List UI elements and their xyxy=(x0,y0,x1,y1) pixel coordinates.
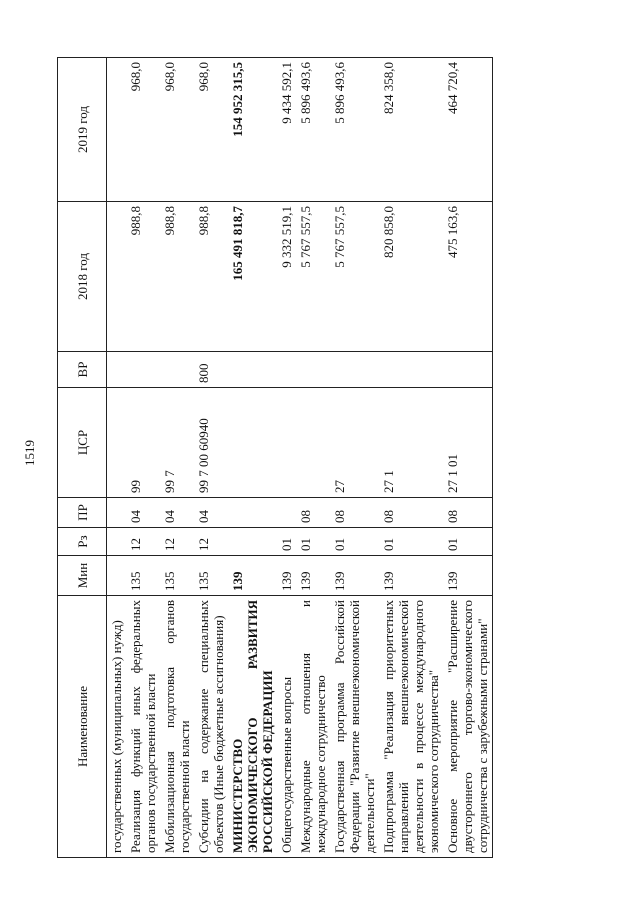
row-vr: 800 xyxy=(194,352,228,388)
budget-table-sheet xyxy=(57,58,582,858)
row-2018: 165 491 818,7 xyxy=(228,202,277,352)
row-2018: 5 767 557,5 xyxy=(296,202,330,352)
row-pr: 04 xyxy=(194,498,228,528)
row-rz: 01 xyxy=(277,528,296,556)
row-2019: 9 434 592,1 xyxy=(277,58,296,202)
row-name: Подпрограмма "Реализация приоритетных направлений внешнеэкономической деятельности в процессе международного экономического сотрудничества" xyxy=(379,596,443,858)
row-2019: 464 720,4 xyxy=(443,58,493,202)
row-2019: 5 896 493,6 xyxy=(330,58,379,202)
header-csr: ЦСР xyxy=(58,388,107,498)
table-row xyxy=(443,58,493,858)
row-csr: 99 xyxy=(126,388,160,498)
row-2019 xyxy=(107,58,127,202)
row-vr xyxy=(160,352,194,388)
row-rz: 01 xyxy=(296,528,330,556)
table-row xyxy=(194,58,228,858)
row-pr: 04 xyxy=(126,498,160,528)
header-2019: 2019 год xyxy=(58,58,107,202)
row-csr: 27 xyxy=(330,388,379,498)
table-row xyxy=(107,58,127,858)
row-vr xyxy=(107,352,127,388)
row-2019: 824 358,0 xyxy=(379,58,443,202)
row-min: 135 xyxy=(194,556,228,596)
row-rz: 01 xyxy=(443,528,493,556)
row-rz xyxy=(107,528,127,556)
row-rz: 12 xyxy=(194,528,228,556)
row-pr xyxy=(277,498,296,528)
row-name: Основное мероприятие "Расширение двустороннего торгово-экономического сотрудничества с зарубежными странами" xyxy=(443,596,493,858)
row-name: Государственная программа Российской Федерации "Развитие внешнеэкономической деятельности" xyxy=(330,596,379,858)
table-row xyxy=(296,58,330,858)
row-2019: 5 896 493,6 xyxy=(296,58,330,202)
row-min: 139 xyxy=(443,556,493,596)
row-pr xyxy=(107,498,127,528)
row-rz xyxy=(228,528,277,556)
row-vr xyxy=(330,352,379,388)
table-row xyxy=(277,58,296,858)
row-2019: 968,0 xyxy=(160,58,194,202)
header-vr: ВР xyxy=(58,352,107,388)
row-min: 139 xyxy=(296,556,330,596)
row-pr xyxy=(228,498,277,528)
row-min: 139 xyxy=(379,556,443,596)
row-csr xyxy=(296,388,330,498)
table-row xyxy=(379,58,443,858)
header-pr: ПР xyxy=(58,498,107,528)
row-name: Реализация функций иных федеральных органов государственной власти xyxy=(126,596,160,858)
row-name: Мобилизационная подготовка органов государственной власти xyxy=(160,596,194,858)
row-min: 139 xyxy=(228,556,277,596)
row-min: 135 xyxy=(126,556,160,596)
row-rz: 01 xyxy=(379,528,443,556)
header-2018: 2018 год xyxy=(58,202,107,352)
row-pr: 08 xyxy=(296,498,330,528)
row-2018: 5 767 557,5 xyxy=(330,202,379,352)
row-csr: 99 7 00 60940 xyxy=(194,388,228,498)
row-2019: 154 952 315,5 xyxy=(228,58,277,202)
row-2018: 988,8 xyxy=(160,202,194,352)
row-min: 139 xyxy=(277,556,296,596)
row-pr: 04 xyxy=(160,498,194,528)
page-number-text: 1519 xyxy=(22,440,37,466)
row-pr: 08 xyxy=(379,498,443,528)
row-rz: 12 xyxy=(126,528,160,556)
row-csr: 27 1 xyxy=(379,388,443,498)
row-name: МИНИСТЕРСТВО ЭКОНОМИЧЕСКОГО РАЗВИТИЯ РОССИЙСКОЙ ФЕДЕРАЦИИ xyxy=(228,596,277,858)
table-row xyxy=(126,58,160,858)
row-rz: 01 xyxy=(330,528,379,556)
table-row xyxy=(228,58,277,858)
table-row xyxy=(160,58,194,858)
header-min: Мин xyxy=(58,556,107,596)
row-2018: 820 858,0 xyxy=(379,202,443,352)
row-vr xyxy=(228,352,277,388)
row-csr xyxy=(107,388,127,498)
row-name: Общегосударственные вопросы xyxy=(277,596,296,858)
row-2018: 988,8 xyxy=(126,202,160,352)
row-name: государственных (муниципальных) нужд) xyxy=(107,596,127,858)
row-2019: 968,0 xyxy=(126,58,160,202)
row-name: Субсидии на содержание специальных объектов (Иные бюджетные ассигнования) xyxy=(194,596,228,858)
row-min: 139 xyxy=(330,556,379,596)
row-vr xyxy=(126,352,160,388)
row-vr xyxy=(379,352,443,388)
row-2018 xyxy=(107,202,127,352)
row-2018: 9 332 519,1 xyxy=(277,202,296,352)
header-name: Наименование xyxy=(58,596,107,858)
row-2018: 988,8 xyxy=(194,202,228,352)
table-header-row xyxy=(58,58,107,858)
row-vr xyxy=(296,352,330,388)
header-rz: Рз xyxy=(58,528,107,556)
row-csr xyxy=(277,388,296,498)
budget-table xyxy=(57,57,493,858)
row-min xyxy=(107,556,127,596)
row-csr: 99 7 xyxy=(160,388,194,498)
row-2018: 475 163,6 xyxy=(443,202,493,352)
row-pr: 08 xyxy=(443,498,493,528)
table-row xyxy=(330,58,379,858)
row-rz: 12 xyxy=(160,528,194,556)
row-vr xyxy=(277,352,296,388)
row-vr xyxy=(443,352,493,388)
row-2019: 968,0 xyxy=(194,58,228,202)
row-min: 135 xyxy=(160,556,194,596)
row-csr xyxy=(228,388,277,498)
row-name: Международные отношения и международное сотрудничество xyxy=(296,596,330,858)
row-csr: 27 1 01 xyxy=(443,388,493,498)
row-pr: 08 xyxy=(330,498,379,528)
